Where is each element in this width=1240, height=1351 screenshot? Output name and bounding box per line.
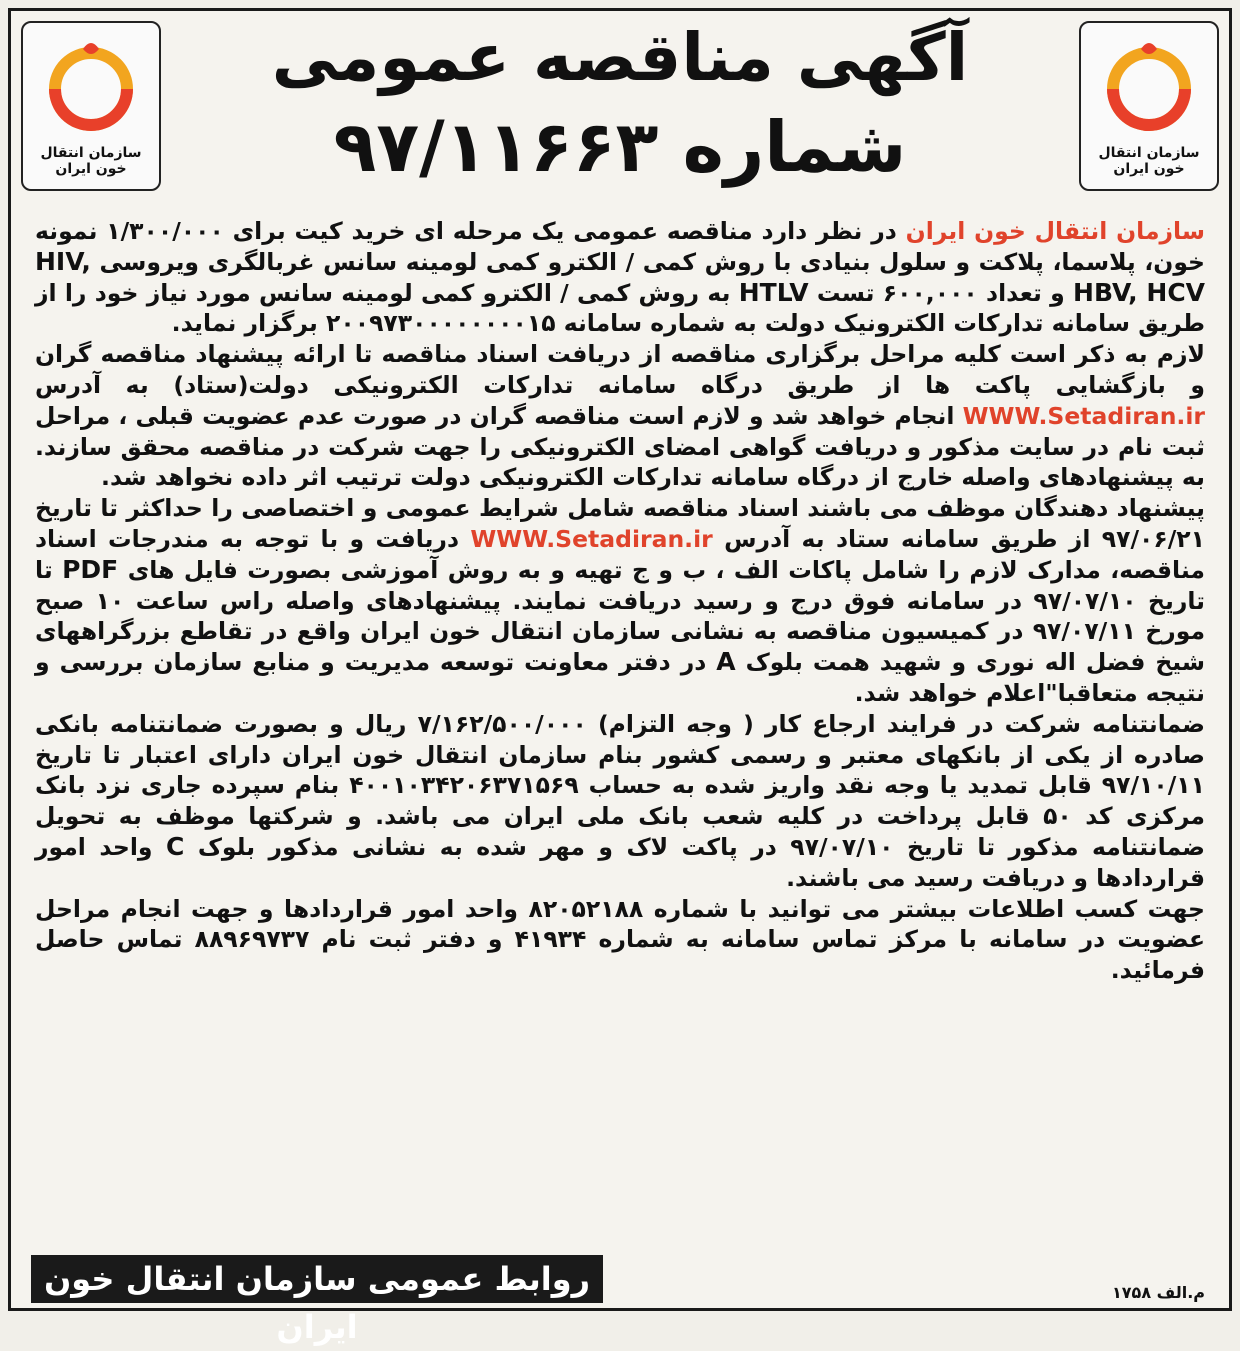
logo-caption-right: سازمان انتقال خون ایران xyxy=(1098,145,1200,177)
paragraph-3 xyxy=(35,493,1205,709)
pdf-label: PDF xyxy=(62,554,119,584)
p4-text-2: واحد امور قراردادها و دریافت رسید می باشند. xyxy=(35,832,1205,892)
blood-ring-logo-icon xyxy=(1099,39,1199,139)
logo-caption-left: سازمان انتقال خون ایران xyxy=(40,145,142,177)
virus-list: HIV, HBV, HCV xyxy=(35,246,1206,307)
paragraph-2 xyxy=(35,339,1205,493)
paragraph-4 xyxy=(35,709,1205,894)
setad-link[interactable]: WWW.Setadiran.ir xyxy=(962,401,1205,430)
p1-text-3: به روش کمی / الکترو کمی لومینه سانس مورد نیاز خود را از طریق سامانه تدارکات الکترونیک دولت به شماره سامانه ۲۰۰۹۷۳۰۰۰۰۰۰۰۰۱۵ برگزار نماید. xyxy=(35,278,1205,338)
p3-text-2: دریافت و با توجه به مندرجات اسناد مناقصه، مدارک لازم را شامل پاکات الف ، ب و ج تهیه و به روش آموزشی بصورت فایل های xyxy=(35,524,1205,584)
notice-page xyxy=(8,8,1232,1346)
public-relations-banner: روابط عمومی سازمان انتقال خون ایران xyxy=(31,1255,603,1303)
setad-link-2[interactable]: WWW.Setadiran.ir xyxy=(470,524,713,553)
p1-text-1: در نظر دارد مناقصه عمومی یک مرحله ای خرید کیت برای ۱/۳۰۰/۰۰۰ نمونه خون، پلاسما، پلاکت و سلول بنیادی با روش کمی / الکترو کمی لومینه سانس غربالگری ویروسی xyxy=(35,217,1205,276)
block-c-label: C xyxy=(166,831,185,861)
logo-right xyxy=(1079,21,1219,191)
notice-title xyxy=(161,15,1079,193)
p4-text-1: ضمانتنامه شرکت در فرایند ارجاع کار ( وجه التزام) ۷/۱۶۲/۵۰۰/۰۰۰ ریال و بصورت ضمانتنامه بانکی صادره از یکی از بانکهای معتبر و رسمی کشور بنام سازمان انتقال خون ایران دارای اعتبار تا تاریخ ۹۷/۱۰/۱۱ قابل تمدید یا وجه نقد واریز شده به حساب ۴۰۰۱۰۳۴۲۰۶۳۷۱۵۶۹ بنام سپرده جاری نزد بانک مرکزی کد ۵۰ قابل پرداخت در کلیه شعب بانک ملی ایران می باشد. و شرکتها موظف به تحویل ضمانتنامه مذکور تا تاریخ ۹۷/۰۷/۱۰ در پاکت لاک و مهر شده به نشانی مذکور بلوک xyxy=(35,709,1206,861)
notice-header xyxy=(11,11,1229,211)
p1-text-2: و تعداد ۶۰۰,۰۰۰ تست xyxy=(816,278,1065,307)
notice-body xyxy=(35,216,1205,986)
title-line-2: شماره ۹۷/۱۱۶۶۳ xyxy=(333,106,907,188)
blood-ring-logo-icon xyxy=(41,39,141,139)
p3-text-3: تا تاریخ ۹۷/۰۷/۱۰ در سامانه فوق درج و رسید دریافت نمایند. پیشنهادهای واصله راس ساعت ۱۰ صبح مورخ ۹۷/۰۷/۱۱ در کمیسیون مناقصه به نشانی سازمان انتقال خون ایران واقع در تقاطع بزرگراههای شیخ فضل اله نوری و شهید همت بلوک xyxy=(35,555,1205,677)
p2-text-1: لازم به ذکر است کلیه مراحل برگزاری مناقصه از دریافت اسناد مناقصه تا ارائه پیشنهاد مناقصه گران و بازگشایی پاکت ها از طریق درگاه سامانه تدارکات الکترونیکی دولت(ستاد) به آدرس xyxy=(35,340,1205,399)
p3-text-4: در دفتر معاونت توسعه مدیریت و منابع سازمان بررسی و نتیجه متعاقبا"اعلام خواهد شد. xyxy=(35,648,1205,707)
p3-text-1: پیشنهاد دهندگان موظف می باشند اسناد مناقصه شامل شرایط عمومی و اختصاصی را حداکثر تا تاریخ ۹۷/۰۶/۲۱ از طریق سامانه ستاد به آدرس xyxy=(35,494,1205,553)
publication-code: م.الف ۱۷۵۸ xyxy=(1112,1283,1205,1302)
title-line-1: آگهی مناقصه عمومی xyxy=(271,19,969,96)
organization-name: سازمان انتقال خون ایران xyxy=(905,217,1205,245)
block-a-label: A xyxy=(716,647,736,677)
p2-text-2: انجام خواهد شد و لازم است مناقصه گران در صورت عدم عضویت قبلی ، مراحل ثبت نام در سایت مذکور و دریافت گواهی امضای الکترونیکی را جهت شرکت در مناقصه محقق سازند. به پیشنهادهای واصله خارج از درگاه سامانه تدارکات الکترونیکی دولت ترتیب اثر داده نخواهد شد. xyxy=(35,401,1205,492)
htlv-label: HTLV xyxy=(738,277,809,307)
logo-left xyxy=(21,21,161,191)
paragraph-5 xyxy=(35,894,1205,986)
p5-text-1: جهت کسب اطلاعات بیشتر می توانید با شماره ۸۲۰۵۲۱۸۸ واحد امور قراردادها و جهت انجام مراحل عضویت در سامانه با مرکز تماس سامانه به شماره ۴۱۹۳۴ و دفتر ثبت نام ۸۸۹۶۹۷۳۷ تماس حاصل فرمائید. xyxy=(35,894,1205,985)
paragraph-1 xyxy=(35,216,1205,339)
